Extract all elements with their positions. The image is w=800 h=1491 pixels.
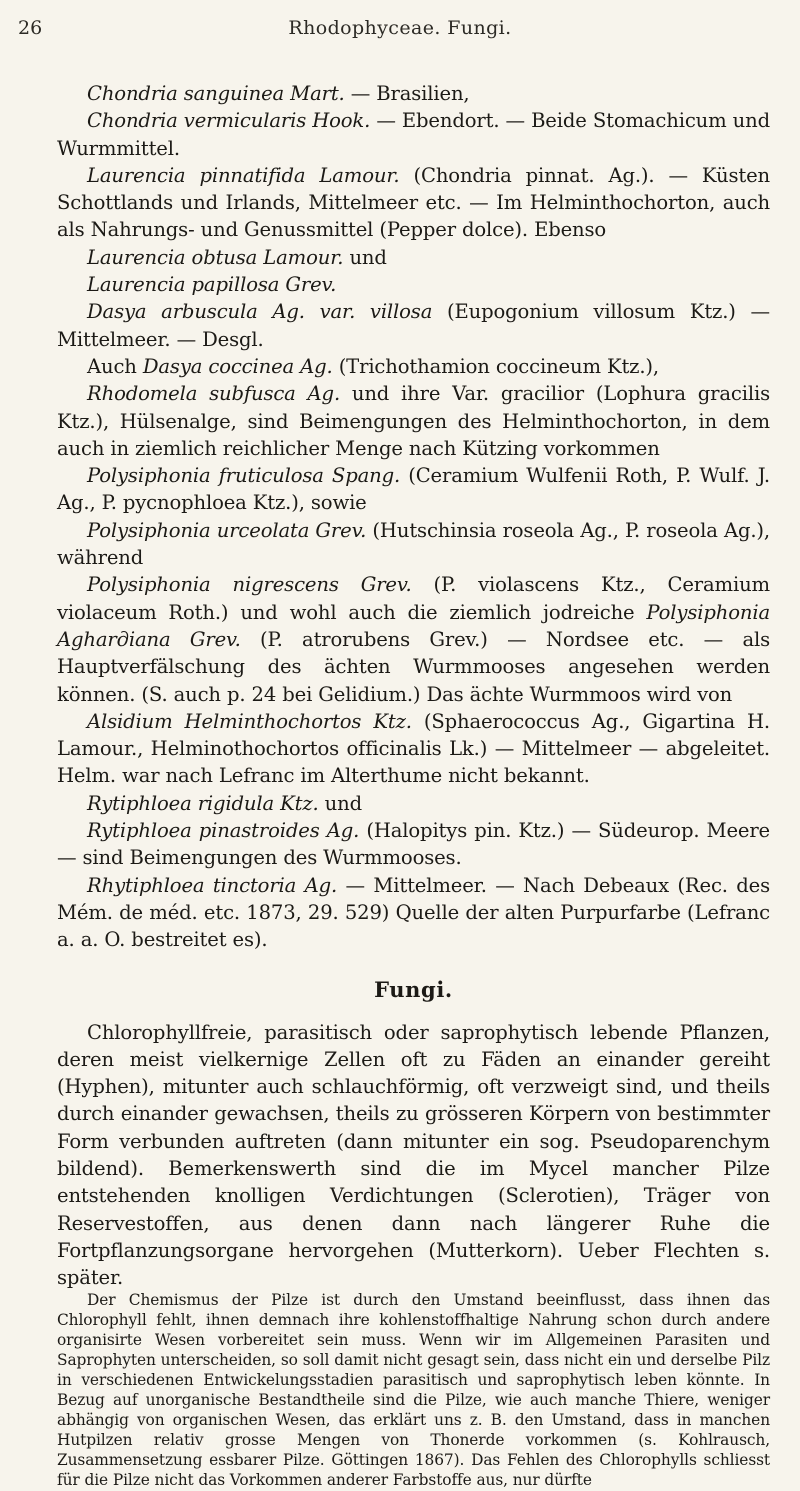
species-name: Laurencia obtusa Lamour. bbox=[87, 245, 344, 269]
species-name: Chondria sanguinea Mart. bbox=[87, 82, 345, 105]
species-name: Laurencia pinnatifida Lamour. bbox=[87, 163, 400, 187]
entry-text: (Eupogonium villosum Ktz.) — Mittelmeer. — Desgl. bbox=[57, 300, 770, 351]
species-name: Dasya arbuscula Ag. var. villosa bbox=[87, 300, 433, 324]
species-name: Polysiphonia urceolata Grev. bbox=[87, 518, 367, 542]
entry-chondria-sanguinea bbox=[57, 80, 770, 107]
entry-chondria-vermicularis bbox=[57, 107, 770, 162]
entry-rytiphloea-pinastroides bbox=[57, 817, 770, 872]
entry-dasya-arbuscula bbox=[57, 298, 770, 353]
entry-text: (Ceramium Wulfenii Roth, P. Wulf. J. Ag., P. pycnophloea Ktz.), sowie bbox=[57, 464, 770, 515]
species-name: Rhodomela subfusca Ag. bbox=[87, 382, 341, 406]
entry-prefix: Auch bbox=[87, 354, 143, 378]
entry-text: (P. violascens Ktz., Ceramium violaceum Roth.) und wohl auch die ziemlich jodreiche bbox=[57, 573, 770, 624]
entry-rhytiphloea-tinctoria bbox=[57, 872, 770, 954]
species-name: Rytiphloea pinastroides Ag. bbox=[87, 819, 360, 843]
species-name: Laurencia papillosa Grev. bbox=[87, 273, 337, 297]
section-heading-fungi: Fungi. bbox=[374, 976, 453, 1002]
entry-text: (Trichothamion coccineum Ktz.), bbox=[332, 354, 659, 378]
entry-text: (Chondria pinnat. Ag.). — Küsten Schottlands und Irlands, Mittelmeer etc. — Im Helminthochorton, auch als Nahrungs- und Genussmittel (Pepper dolce). Ebenso bbox=[57, 163, 770, 242]
entry-polysiphonia-fruticulosa bbox=[57, 462, 770, 517]
species-name: Polysiphonia fruticulosa Spang. bbox=[87, 464, 401, 488]
species-name: Rytiphloea rigidula Ktz. bbox=[87, 791, 319, 815]
entry-text: — Brasilien, bbox=[344, 82, 470, 105]
entry-text: (Hutschinsia roseola Ag., P. roseola Ag.), während bbox=[57, 518, 770, 570]
running-title: Rhodophyceae. Fungi. bbox=[288, 17, 512, 39]
entry-dasya-coccinea bbox=[57, 353, 770, 380]
species-name: Alsidium Helminthochortos Ktz. bbox=[87, 709, 412, 733]
entry-text-2: (P. atrorubens Grev.) — Nordsee etc. — als Hauptverfälschung des ächten Wurmmooses angesehen werden können. (S. auch p. 24 bei Gelidium.) Das ächte Wurmmoos wird von bbox=[57, 627, 770, 706]
entry-laurencia-obtusa bbox=[57, 244, 770, 271]
running-header bbox=[18, 14, 782, 42]
species-name: Chondria vermicularis Hook. bbox=[87, 109, 371, 133]
entry-text: und bbox=[318, 791, 363, 815]
species-name: Dasya coccinea Ag. bbox=[142, 354, 333, 378]
entry-polysiphonia-urceolata bbox=[57, 517, 770, 572]
page-body bbox=[57, 80, 770, 1491]
entry-laurencia-pinnatifida bbox=[57, 162, 770, 244]
entry-rytiphloea-rigidula bbox=[57, 790, 770, 817]
entry-text: — Ebendort. — Beide Stomachicum und Wurmmittel. bbox=[57, 109, 770, 160]
fungi-note-block bbox=[57, 1291, 770, 1490]
entry-text: und bbox=[343, 245, 387, 269]
entry-alsidium-helminthochortos bbox=[57, 708, 770, 790]
entry-polysiphonia-nigrescens bbox=[57, 571, 770, 707]
fungi-note: Der Chemismus der Pilze ist durch den Umstand beeinflusst, dass ihnen das Chlorophyll fehlt, ihnen demnach ihre kohlenstoffhaltige Nahrung schon durch andere organisirte Wesen vorbereitet sein muss. Wenn wir im Allgemeinen Parasiten und Saprophyten unterscheiden, so soll damit nicht gesagt sein, dass nicht ein und derselbe Pilz in verschiedenen Entwickelungsstadien parasitisch und saprophytisch leben könnte. In Bezug auf unorganische Bestandtheile sind die Pilze, wie auch manche Thiere, weniger abhängig von organischen Wesen, das erklärt uns z. B. den Umstand, dass in manchen Hutpilzen relativ grosse Mengen von Thonerde vorkommen (s. Kohlrausch, Zusammensetzung essbarer Pilze. Göttingen 1867). Das Fehlen des Chlorophylls schliesst für die Pilze nicht das Vorkommen anderer Farbstoffe aus, nur dürfte bbox=[57, 1291, 770, 1489]
species-name: Rhytiphloea tinctoria Ag. bbox=[87, 873, 338, 897]
fungi-paragraph: Chlorophyllfreie, parasitisch oder saprophytisch lebende Pflanzen, deren meist vielkernige Zellen oft zu Fäden an einander gereiht (Hyphen), mitunter auch schlauchförmig, oft verzweigt sind, und theils durch einander gewachsen, theils zu grösseren Körpern von bestimmter Form verbunden auftreten (dann mitunter ein sog. Pseudoparenchym bildend). Bemerkenswerth sind die im Mycel mancher Pilze entstehenden knolligen Verdichtungen (Sclerotien), Träger von Reservestoffen, aus denen dann nach längerer Ruhe die Fortpflanzungsorgane hervorgehen (Mutterkorn). Ueber Flechten s. später. bbox=[57, 1020, 770, 1290]
entry-laurencia-papillosa bbox=[57, 271, 770, 298]
entry-rhodomela-subfusca bbox=[57, 380, 770, 462]
entry-text: und ihre Var. gracilior (Lophura gracilis Ktz.), Hülsenalge, sind Beimengungen des Helminthochorton, in dem auch in ziemlich reichlicher Menge nach Kützing vorkommen bbox=[57, 382, 770, 460]
species-name-2: Polysiphonia Agharдiana Grev. bbox=[57, 600, 770, 651]
entry-text: — Mittelmeer. — Nach Debeaux (Rec. des Mém. de méd. etc. 1873, 29. 529) Quelle der alten Purpurfarbe (Lefranc a. a. O. bestreitet es). bbox=[57, 873, 770, 952]
entry-text: (Halopitys pin. Ktz.) — Südeurop. Meere — sind Beimengungen des Wurmmooses. bbox=[57, 819, 770, 870]
entry-text: (Sphaerococcus Ag., Gigartina H. Lamour., Helminothochortos officinalis Lk.) — Mittelmeer — abgeleitet. Helm. war nach Lefranc im Alterthume nicht bekannt. bbox=[57, 709, 770, 788]
species-name: Polysiphonia nigrescens Grev. bbox=[87, 573, 412, 597]
page-number: 26 bbox=[18, 17, 43, 39]
